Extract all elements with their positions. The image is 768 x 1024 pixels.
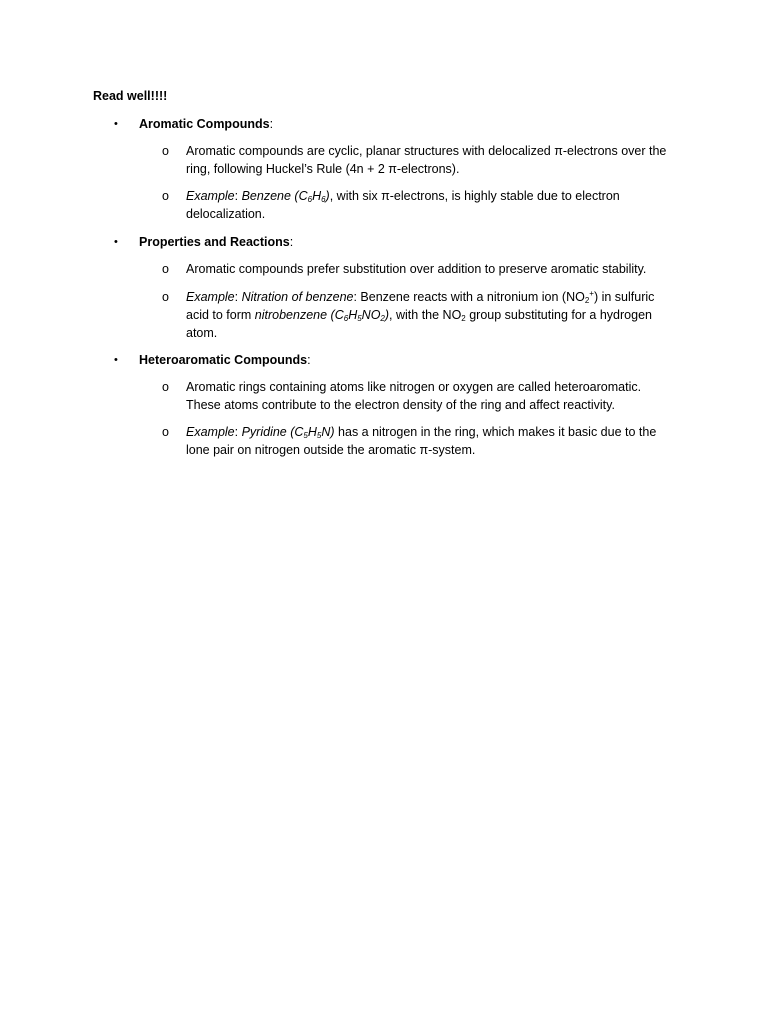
separator: : bbox=[234, 290, 242, 304]
compound-text: H bbox=[312, 189, 322, 203]
section-heading-text: Properties and Reactions bbox=[139, 235, 290, 249]
body-text: , with the NO bbox=[389, 308, 462, 322]
separator: : bbox=[234, 425, 242, 439]
compound-text: ) bbox=[384, 308, 390, 322]
sub-bullet-marker: o bbox=[162, 189, 169, 203]
document-title: Read well!!!! bbox=[93, 89, 168, 103]
compound-text: Pyridine (C bbox=[241, 425, 304, 439]
compound-name bbox=[242, 189, 330, 203]
compound-text: H bbox=[307, 425, 317, 439]
list-item-text bbox=[186, 187, 678, 223]
body-text: : Benzene reacts with a nitronium ion (NO bbox=[353, 290, 585, 304]
bullet-marker: • bbox=[114, 354, 118, 366]
subscript: 2 bbox=[380, 314, 385, 323]
compound-text: N) bbox=[321, 425, 335, 439]
subscript: 6 bbox=[307, 195, 313, 204]
sub-bullet-marker: o bbox=[162, 425, 169, 439]
subscript: 5 bbox=[303, 431, 308, 440]
sub-bullet-marker: o bbox=[162, 290, 169, 304]
compound-name bbox=[242, 425, 335, 439]
section-heading-text: Heteroaromatic Compounds bbox=[139, 353, 308, 367]
subscript: 6 bbox=[343, 314, 349, 323]
reaction-name: Nitration of benzene bbox=[241, 290, 354, 304]
heading-suffix: : bbox=[269, 117, 274, 131]
example-label: Example bbox=[186, 290, 235, 304]
list-item-text: Aromatic rings containing atoms like nitrogen or oxygen are called heteroaromatic. These atoms contribute to the electron density of the ring and affect reactivity. bbox=[186, 380, 642, 412]
list-item-text bbox=[186, 288, 678, 342]
list-item-text: Aromatic compounds are cyclic, planar structures with delocalized π-electrons over the ring, following Huckel’s Rule (4n + 2 π-electrons). bbox=[186, 144, 667, 176]
compound-name bbox=[255, 308, 389, 322]
bullet-marker: • bbox=[114, 118, 118, 130]
section-heading bbox=[139, 351, 311, 369]
heading-suffix: : bbox=[289, 235, 294, 249]
section-heading-text: Aromatic Compounds bbox=[139, 117, 270, 131]
section-heading bbox=[139, 115, 273, 133]
sub-bullet-marker: o bbox=[162, 144, 169, 158]
body-text: group substituting for a hydrogen atom. bbox=[186, 308, 652, 340]
compound-text: nitrobenzene (C bbox=[254, 308, 344, 322]
body-text: , with six π-electrons, is highly stable due to electron delocalization. bbox=[186, 189, 620, 221]
sub-bullet-marker: o bbox=[162, 380, 169, 394]
separator: : bbox=[234, 189, 242, 203]
body-text: has a nitrogen in the ring, which makes it basic due to the lone pair on nitrogen outside the aromatic π-system. bbox=[186, 425, 657, 457]
subscript: 5 bbox=[357, 314, 362, 323]
compound-text: H bbox=[348, 308, 358, 322]
heading-suffix: : bbox=[307, 353, 311, 367]
compound-text: Benzene (C bbox=[241, 189, 308, 203]
subscript: 5 bbox=[316, 431, 322, 440]
subscript: 2 bbox=[461, 314, 466, 323]
bullet-marker: • bbox=[114, 236, 118, 248]
list-item-text bbox=[186, 423, 678, 459]
body-text: ) in sulfuric acid to form bbox=[186, 290, 655, 322]
subscript: 2 bbox=[584, 296, 590, 305]
compound-text: ) bbox=[325, 189, 330, 203]
sub-bullet-marker: o bbox=[162, 262, 169, 276]
compound-text: NO bbox=[361, 308, 381, 322]
example-label: Example bbox=[186, 425, 235, 439]
list-item-text: Aromatic compounds prefer substitution over addition to preserve aromatic stability. bbox=[186, 262, 647, 276]
section-heading bbox=[139, 233, 293, 251]
subscript: 6 bbox=[321, 195, 326, 204]
example-label: Example bbox=[186, 189, 235, 203]
superscript: + bbox=[589, 289, 594, 298]
